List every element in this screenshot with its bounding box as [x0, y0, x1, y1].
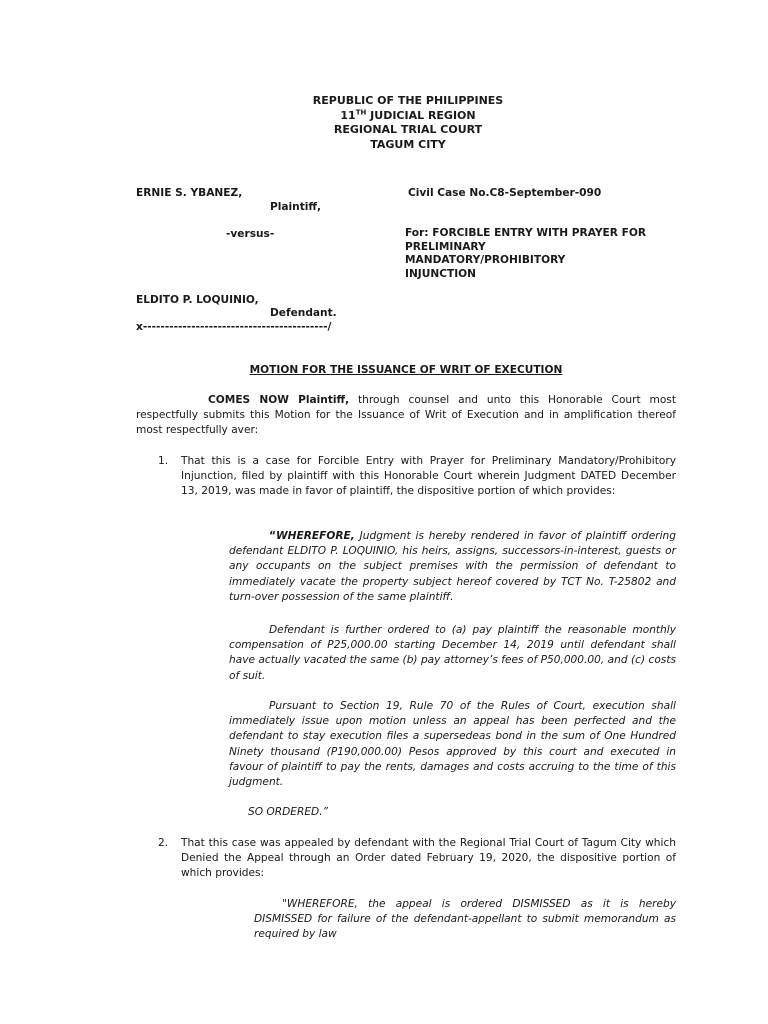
caption-separator: x------------------------------------------/ — [136, 321, 332, 333]
defendant-name: ELDITO P. LOQUINIO, — [136, 294, 259, 306]
intro-paragraph: COMES NOW Plaintiff, through counsel and unto this Honorable Court most respectfully submits this Motion for the Issuance of Writ of Execution and in amplification thereof most respectfully aver: — [136, 394, 676, 437]
motion-title: MOTION FOR THE ISSUANCE OF WRIT OF EXECUTION — [249, 364, 563, 376]
plaintiff-role: Plaintiff, — [270, 201, 322, 213]
quote-1-paragraph-2: Defendant is further ordered to (a) pay plaintiff the reasonable monthly compensation of P25,000.00 starting December 14, 2019 until defendant shall have actually vacated the same (b) pay attorney’s fees of P50,000.00, and (c) costs of suit. — [229, 624, 676, 682]
versus-label: -versus- — [226, 228, 275, 240]
quote-1-paragraph-1: “WHEREFORE, Judgment is hereby rendered in favor of plaintiff ordering defendant ELDITO P. LOQUINIO, his heirs, assigns, successors-in-interest, guests or any occupants on the subject premises with the permission of defendant to immediately vacate the property subject hereof covered by TCT No. T-25802 and turn-over possession of the same plaintiff. — [229, 530, 676, 603]
header-republic: REPUBLIC OF THE PHILIPPINES — [312, 94, 504, 107]
plaintiff-name: ERNIE S. YBANEZ, — [136, 187, 243, 199]
header-court: REGIONAL TRIAL COURT — [333, 123, 483, 137]
quote-2-paragraph: "WHEREFORE, the appeal is ordered DISMISSED as it is hereby DISMISSED for failure of the defendant-appellant to submit memorandum as required by law — [254, 898, 676, 941]
court-header — [0, 94, 768, 152]
quote-1-closing: SO ORDERED.” — [248, 806, 329, 818]
item-1-number: 1. — [158, 455, 169, 467]
quote-1-paragraph-3: Pursuant to Section 19, Rule 70 of the Rules of Court, execution shall immediately issue upon motion unless an appeal has been perfected and the defendant to stay execution files a supersedeas bond in the sum of One Hundred Ninety thousand (P190,000.00) Pesos approved by this court and executed in favour of plaintiff to pay the rents, damages and costs accruing to the time of this judgment. — [229, 700, 676, 789]
defendant-role: Defendant. — [270, 307, 337, 319]
case-number: Civil Case No.C8-September-090 — [408, 187, 602, 199]
item-2-number: 2. — [158, 837, 169, 849]
item-1-text: That this is a case for Forcible Entry with Prayer for Preliminary Mandatory/Prohibitory Injunction, filed by plaintiff with this Honorable Court wherein Judgment DATED December 13, 2019, was made in favor of plaintiff, the dispositive portion of which provides: — [181, 455, 676, 498]
item-2-text: That this case was appealed by defendant with the Regional Trial Court of Tagum City which Denied the Appeal through an Order dated February 19, 2020, the dispositive portion of which provides: — [181, 837, 676, 880]
case-nature: For: FORCIBLE ENTRY WITH PRAYER FOR PRELIMINARY MANDATORY/PROHIBITORY INJUNCTION — [405, 227, 647, 280]
header-city: TAGUM CITY — [370, 137, 446, 151]
header-region: 11TH JUDICIAL REGION — [340, 107, 476, 122]
